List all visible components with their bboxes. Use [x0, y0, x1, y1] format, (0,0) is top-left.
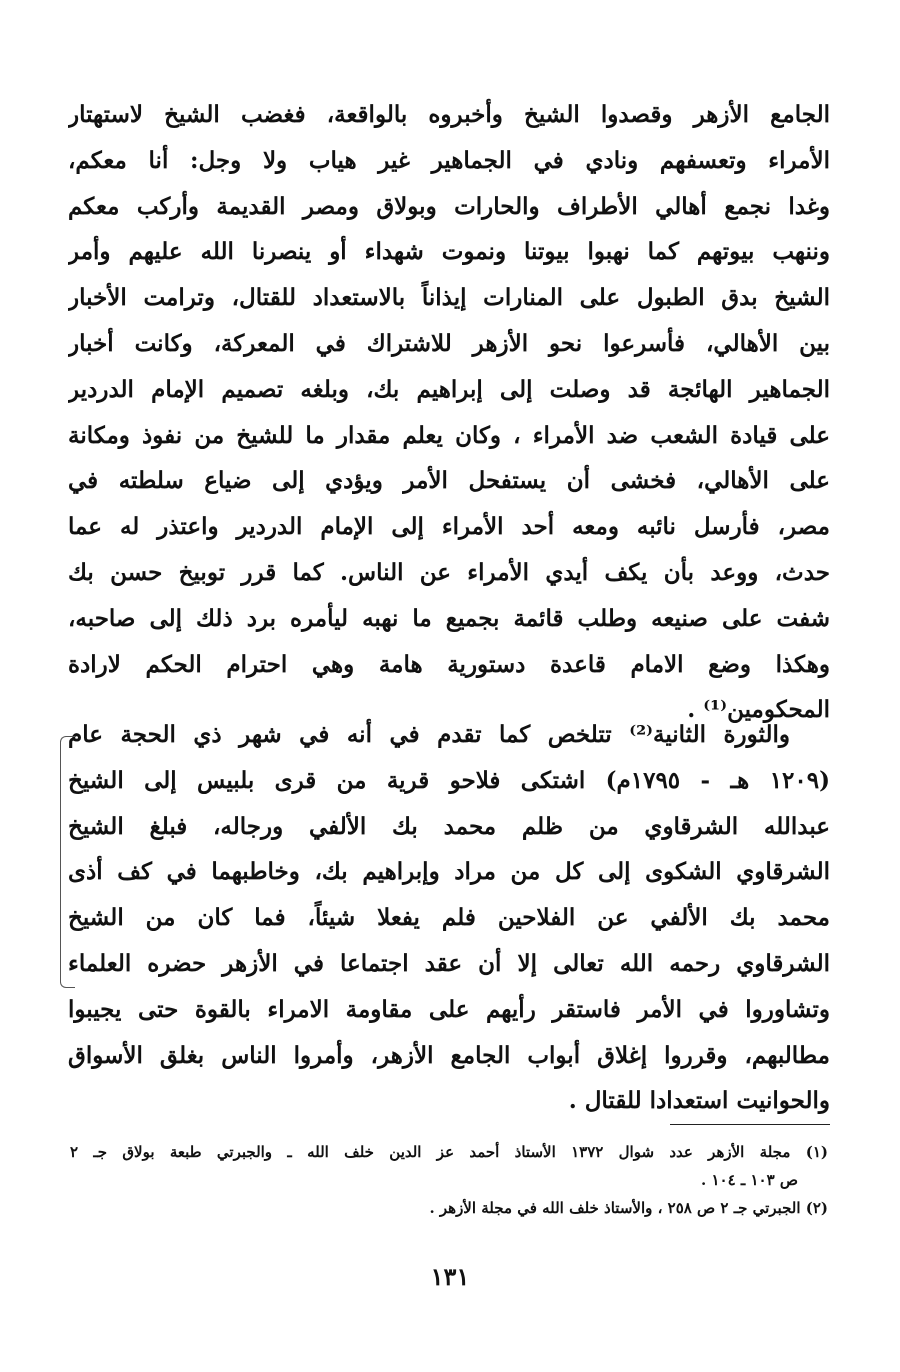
text-line: بين الأهالي، فأسرعوا نحو الأزهر للاشتراك في المعركة، وكانت أخبار [68, 329, 830, 357]
text-line: والحوانيت استعدادا للقتال . [568, 1087, 830, 1115]
text-line: الشرقاوي رحمه الله تعالى إلا أن عقد اجتماعا في الأزهر حضره العلماء [68, 949, 830, 977]
text-line: الأمراء وتعسفهم ونادي في الجماهير غير هياب ولا وجل: أنا معكم، [68, 146, 830, 174]
margin-bracket-mark [60, 736, 75, 988]
footnotes [70, 1138, 828, 1222]
paragraph-1 [68, 92, 830, 733]
text-line: على الأهالي، فخشى أن يستفحل الأمر ويؤدي إلى ضياع سلطته في [68, 467, 830, 495]
footnote-divider [670, 1124, 830, 1125]
page-number: ١٣١ [430, 1262, 470, 1291]
text-line: محمد بك الألفي عن الفلاحين فلم يفعلا شيئاً، فما كان من الشيخ [68, 904, 830, 932]
text-line: حدث، ووعد بأن يكف أيدي الأمراء عن الناس. كما قرر توبيخ حسن بك [68, 558, 830, 586]
text-line: على قيادة الشعب ضد الأمراء ، وكان يعلم مقدار ما للشيخ من نفوذ ومكانة [68, 421, 830, 449]
text-line: شفت على صنيعه وطلب قائمة بجميع ما نهبه ليأمره برد ذلك إلى صاحبه، [68, 604, 830, 632]
text-line: وهكذا وضع الامام قاعدة دستورية هامة وهي احترام الحكم لارادة [68, 650, 830, 678]
text-line: الجماهير الهائجة قد وصلت إلى إبراهيم بك، وبلغه تصميم الإمام الدردير [68, 375, 830, 403]
text-line: الشرقاوي الشكوى إلى كل من مراد وإبراهيم بك، وخاطبهما في كف أذى [68, 858, 830, 886]
text-line: الشيخ بدق الطبول على المنارات إيذاناً بالاستعداد للقتال، وترامت الأخبار [68, 284, 830, 312]
text-line: وتشاوروا في الأمر فاستقر رأيهم على مقاومة الامراء بالقوة حتى يجيبوا [68, 995, 830, 1023]
text-line: الجامع الأزهر وقصدوا الشيخ وأخبروه بالواقعة، فغضب الشيخ لاستهتار [68, 101, 830, 128]
paragraph-2 [68, 712, 830, 1124]
text-line: مطالبهم، وقرروا إغلاق أبواب الجامع الأزهر، وأمروا الناس بغلق الأسواق [68, 1041, 830, 1069]
footnote-1-continuation: ص ١٠٣ ـ ١٠٤ . [701, 1171, 798, 1189]
footnote-2: (٢) الجبرتي جـ ٢ ص ٢٥٨ ، والأستاذ خلف الله في مجلة الأزهر . [429, 1199, 828, 1217]
text-line: وننهب بيوتهم كما نهبوا بيوتنا ونموت شهداء أو ينصرنا الله عليهم وأمر [68, 238, 830, 266]
text-line: عبدالله الشرقاوي من ظلم محمد بك الألفي ورجاله، فبلغ الشيخ [68, 812, 830, 840]
footnote-1: (١) مجلة الأزهر عدد شوال ١٣٧٢ الأستاذ أحمد عز الدين خلف الله ـ والجبرتي طبعة بولاق جـ ٢ [70, 1143, 828, 1161]
text-line: وغدا نجمع أهالي الأطراف والحارات وبولاق ومصر القديمة وأركب معكم [68, 192, 830, 220]
text-line: (١٢٠٩ هـ - ١٧٩٥م) اشتكى فلاحو قرية من قرى بلبيس إلى الشيخ [68, 766, 830, 794]
text-line: المحكومين⁽¹⁾ . [687, 696, 830, 724]
text-line: مصر، فأرسل نائبه ومعه أحد الأمراء إلى الإمام الدردير واعتذر له عما [68, 513, 830, 541]
text-line: والثورة الثانية⁽²⁾ تتلخص كما تقدم في أنه في شهر ذي الحجة عام [68, 721, 790, 748]
